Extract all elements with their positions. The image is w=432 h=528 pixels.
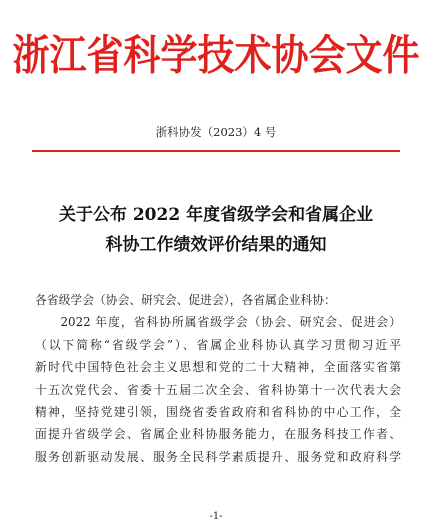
salutation: 各省级学会（协会、研究会、促进会），各省属企业科协： xyxy=(35,293,336,307)
document-title xyxy=(0,200,432,260)
page-number: -1- xyxy=(209,511,223,522)
body-line-6: 面提升省级学会、省属企业科协服务能力，在服务科技工作者、 xyxy=(35,427,401,442)
document-masthead: 浙江省科学技术协会文件 xyxy=(12,31,420,80)
title-line-1: 关于公布 2022 年度省级学会和省属企业 xyxy=(58,205,374,225)
title-line-2: 科协工作绩效评价结果的通知 xyxy=(105,235,327,255)
document-body xyxy=(35,289,401,468)
body-line-2: （以下简称“省级学会”）、省属企业科协认真学习贯彻习近平 xyxy=(35,337,401,352)
red-divider-line xyxy=(32,150,400,152)
body-line-4: 十五次党代会、省委十五届二次全会、省科协第十一次代表大会 xyxy=(35,382,401,397)
body-line-7: 服务创新驱动发展、服务全民科学素质提升、服务党和政府科学 xyxy=(35,449,401,464)
document-number: 浙科协发（2023）4 号 xyxy=(155,125,277,139)
body-line-1: 2022 年度，省科协所属省级学会（协会、研究会、促进会） xyxy=(35,315,401,330)
body-line-3: 新时代中国特色社会主义思想和党的二十大精神，全面落实省第 xyxy=(35,360,401,375)
body-line-5: 精神，坚持党建引领，围绕省委省政府和省科协的中心工作，全 xyxy=(35,405,401,420)
